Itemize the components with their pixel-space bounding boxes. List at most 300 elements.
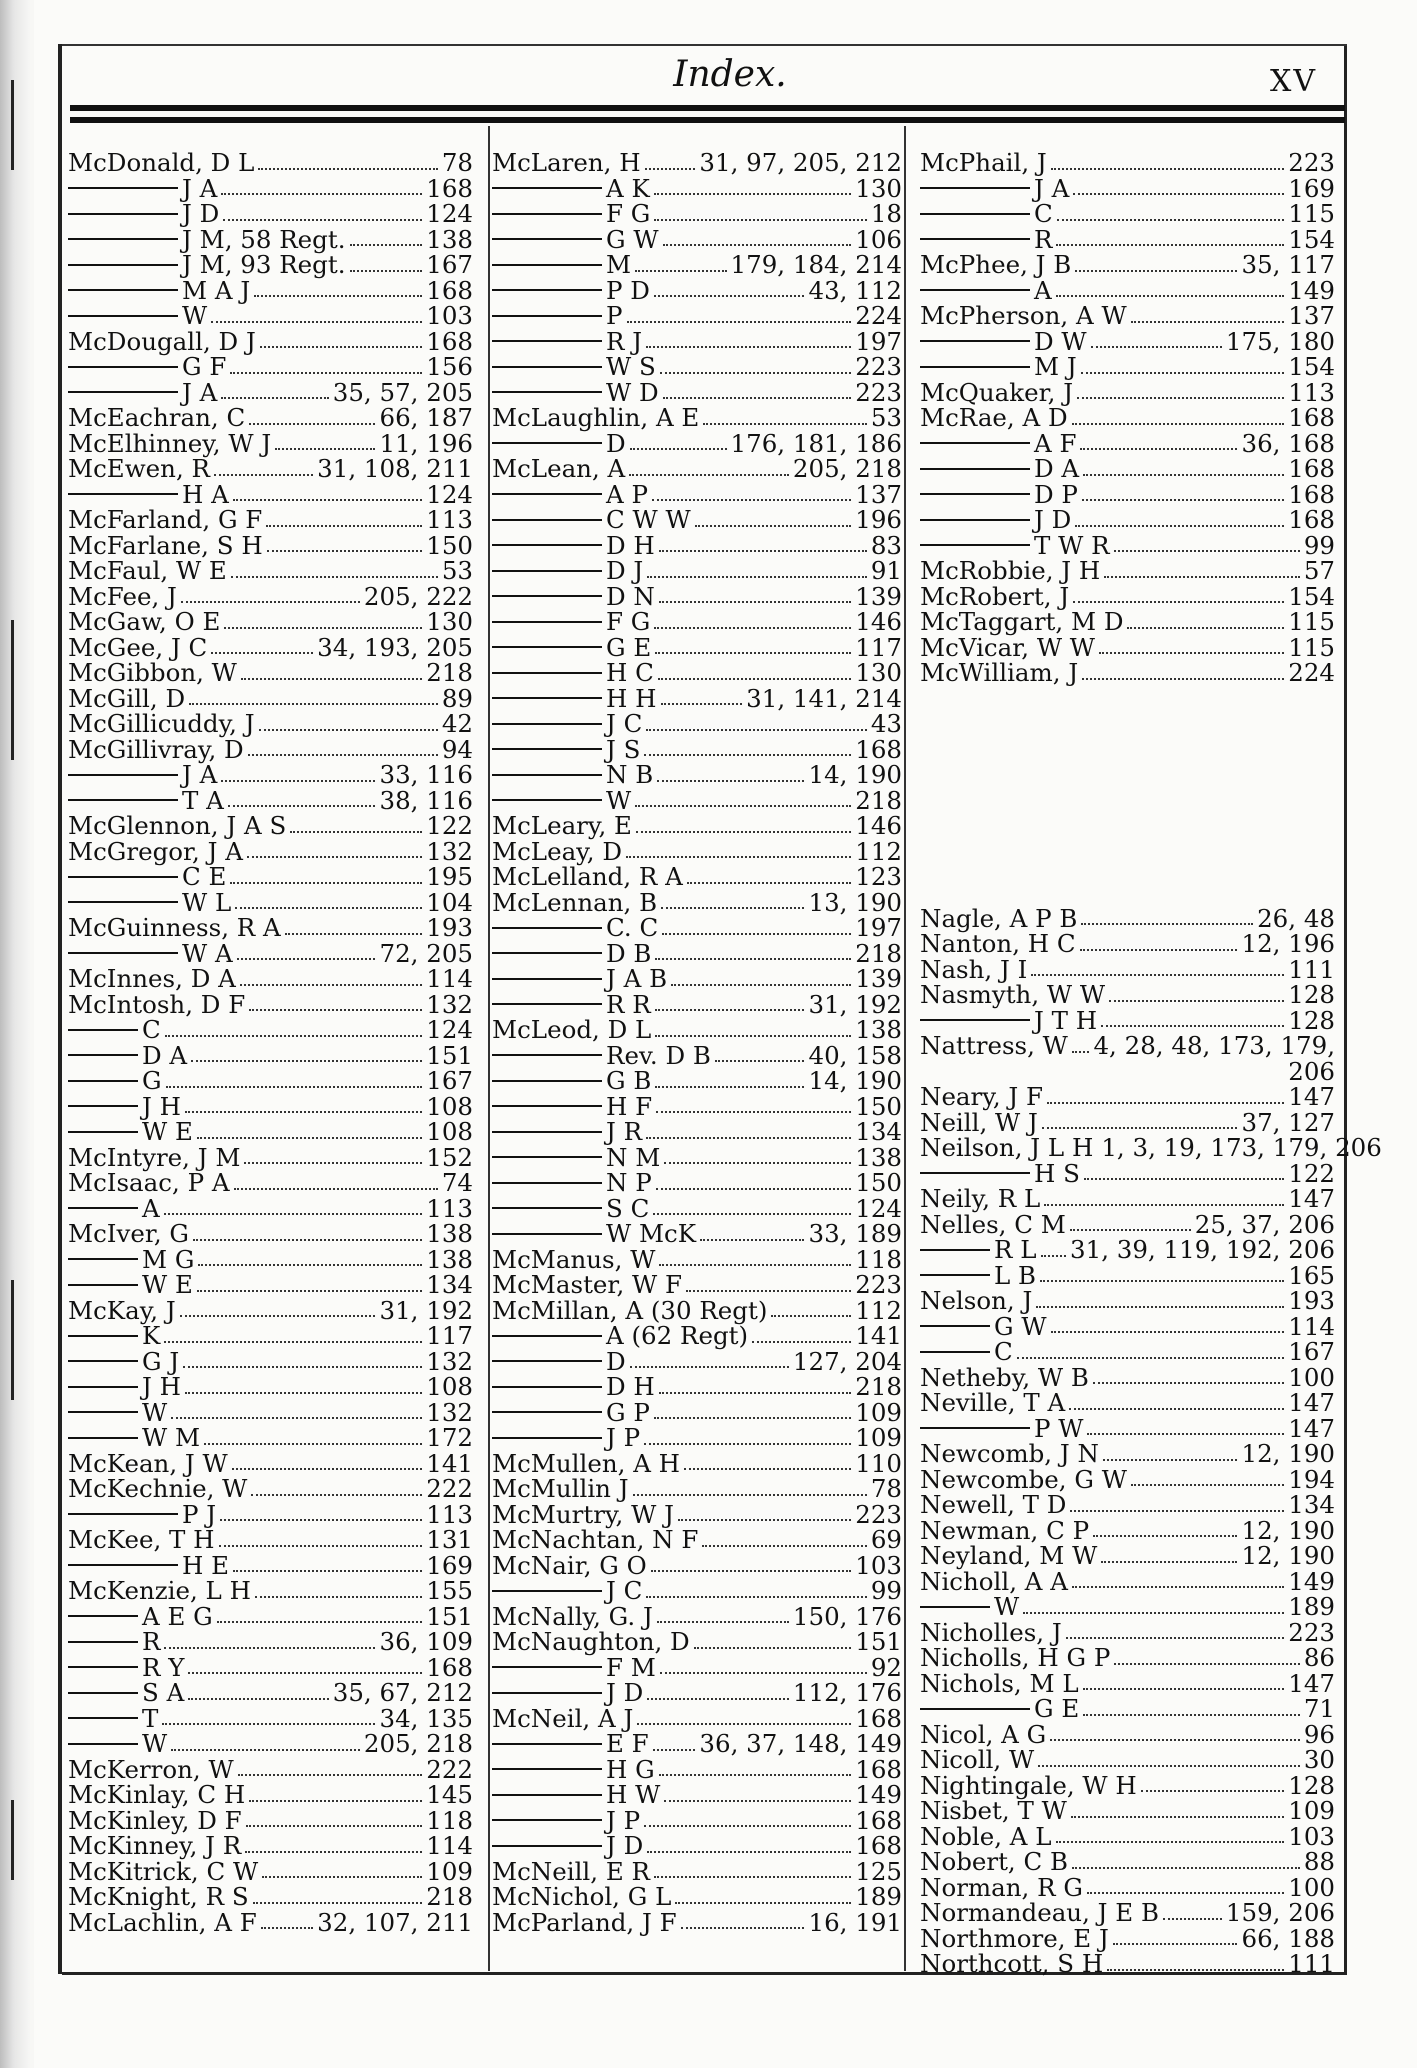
entry-name: G J [142, 1346, 180, 1376]
entry-pages: 218 [855, 1372, 902, 1401]
index-entry [920, 150, 1335, 176]
entry-pages: 108 [426, 1117, 473, 1146]
index-entry [492, 1782, 902, 1808]
leader-dots [233, 1570, 422, 1572]
leader-dots [191, 1060, 422, 1062]
page-title: Index. [673, 54, 787, 95]
entry-name: McPhail, J [920, 148, 1047, 177]
index-entry [68, 660, 473, 686]
entry-pages: 94 [441, 734, 473, 764]
leader-dots [228, 805, 376, 807]
leader-dots [662, 933, 851, 935]
index-entry [920, 303, 1335, 329]
index-entry [920, 558, 1335, 584]
index-entry [492, 1527, 902, 1553]
entry-name: Newman, C P [920, 1515, 1090, 1545]
ditto-dash [68, 774, 178, 776]
entry-pages: 141 [426, 1448, 473, 1478]
entry-pages: 147 [1288, 1413, 1335, 1443]
leader-dots [197, 1290, 422, 1292]
entry-pages: 205, 218 [792, 454, 902, 483]
index-entry [920, 1464, 1335, 1494]
entry-name: McFarlane, S H [68, 530, 263, 560]
ditto-dash [492, 1003, 602, 1005]
entry-pages: 156 [426, 352, 473, 381]
index-entry [492, 915, 902, 941]
index-entry [68, 1754, 473, 1784]
ditto-dash [68, 799, 178, 801]
ditto-dash [492, 646, 602, 648]
entry-pages: 103 [1288, 1821, 1335, 1851]
entry-pages: 130 [855, 658, 902, 687]
index-entry [68, 1017, 473, 1043]
entry-name: Northmore, E J [920, 1923, 1109, 1953]
index-entry [68, 1703, 473, 1733]
index-entry [492, 966, 902, 992]
index-entry [492, 173, 902, 203]
entry-name: H S [1034, 1158, 1080, 1188]
leader-dots [1075, 525, 1284, 527]
entry-pages: 168 [1288, 454, 1335, 483]
entry-name: D W [1034, 326, 1087, 356]
leader-dots [1082, 499, 1284, 501]
index-entry [492, 1374, 902, 1400]
entry-name: C W W [606, 505, 691, 534]
entry-pages: 168 [855, 1805, 902, 1835]
entry-pages: 189 [1288, 1592, 1335, 1621]
entry-pages: 145 [426, 1780, 473, 1809]
entry-pages: 195 [426, 862, 473, 891]
entry-name: W [994, 1592, 1020, 1621]
leader-dots [1080, 448, 1237, 450]
index-entry [492, 428, 902, 458]
ditto-dash [68, 1411, 138, 1413]
entry-pages: 106 [855, 224, 902, 254]
leader-dots [221, 397, 328, 399]
index-entry [492, 479, 902, 509]
index-entry [920, 1133, 1382, 1162]
entry-pages: 168 [855, 1831, 902, 1860]
index-entry [920, 1719, 1335, 1749]
entry-pages: 86 [1303, 1643, 1335, 1672]
index-entry [920, 581, 1335, 611]
index-entry [68, 377, 473, 407]
entry-name: H C [606, 658, 654, 687]
entry-name: Nash, J I [920, 954, 1028, 984]
entry-pages: 53 [870, 403, 902, 432]
entry-name: Neyland, M W [920, 1541, 1098, 1570]
entry-pages: 146 [855, 607, 902, 636]
leader-dots [635, 805, 851, 807]
index-entry [492, 1017, 902, 1043]
index-entry [492, 1295, 902, 1325]
entry-name: D N [606, 581, 655, 611]
index-entry [492, 377, 902, 407]
leader-dots [1084, 1178, 1284, 1180]
entry-name: J A [182, 173, 218, 203]
entry-name: J M, 58 Regt. [182, 224, 346, 254]
entry-pages: 112 [855, 1295, 902, 1325]
leader-dots [1056, 295, 1285, 297]
index-entry [492, 1170, 902, 1196]
leader-dots [1036, 1306, 1284, 1308]
entry-pages: 223 [855, 1499, 902, 1529]
entry-name: N P [606, 1168, 652, 1197]
index-entry [492, 201, 902, 227]
entry-pages: 40, 158 [808, 1040, 902, 1070]
section-gap [920, 686, 1335, 906]
entry-pages: 66, 188 [1241, 1923, 1335, 1953]
leader-dots [204, 1443, 422, 1445]
index-entry [68, 1374, 473, 1400]
leader-dots [290, 831, 422, 833]
entry-name: J P [606, 1423, 641, 1452]
entry-name: McLaughlin, A E [492, 403, 700, 432]
entry-name: W McK [606, 1219, 697, 1248]
leader-dots [211, 652, 313, 654]
entry-pages: 33, 116 [379, 760, 473, 789]
leader-dots [678, 1519, 851, 1521]
leader-dots [1050, 1739, 1300, 1741]
entry-pages: 134 [426, 1270, 473, 1299]
leader-dots [647, 1851, 851, 1853]
ditto-dash [68, 493, 178, 495]
index-entry [68, 734, 473, 764]
leader-dots [240, 984, 422, 986]
entry-pages: 150, 176 [792, 1601, 902, 1631]
entry-pages: 168 [426, 326, 473, 356]
entry-pages: 132 [426, 1346, 473, 1376]
entry-name: Nicholl, A A [920, 1566, 1068, 1596]
entry-name: McElhinney, W J [68, 428, 272, 458]
index-entry [68, 150, 473, 176]
leader-dots [1087, 1892, 1284, 1894]
entry-pages: 1, 3, 19, 173, 179, 206 [1101, 1133, 1382, 1162]
index-entry [68, 1193, 473, 1223]
entry-name: J A B [606, 964, 668, 993]
index-entry [68, 938, 473, 968]
entry-pages: 138 [855, 1142, 902, 1172]
leader-dots [193, 1239, 422, 1241]
leader-dots [771, 1315, 851, 1317]
leader-dots [630, 1366, 789, 1368]
entry-name: H E [182, 1550, 230, 1580]
leader-dots [241, 678, 422, 680]
entry-name: J C [606, 709, 643, 738]
entry-pages: 154 [1288, 352, 1335, 381]
entry-pages: 103 [855, 1550, 902, 1580]
leader-dots [656, 1111, 851, 1113]
entry-pages: 99 [1303, 530, 1335, 560]
entry-pages: 31, 192 [379, 1295, 473, 1325]
entry-name: McPherson, A W [920, 301, 1127, 330]
entry-pages: 139 [855, 964, 902, 993]
leader-dots [198, 1264, 422, 1266]
entry-pages: 108 [426, 1091, 473, 1121]
leader-dots [695, 525, 852, 527]
entry-pages: 169 [1288, 173, 1335, 203]
entry-pages: 123 [855, 862, 902, 891]
leader-dots [164, 1213, 423, 1215]
entry-name: G E [1034, 1694, 1080, 1723]
entry-name: W E [142, 1117, 193, 1146]
leader-dots [655, 1086, 804, 1088]
leader-dots [249, 1009, 422, 1011]
entry-name: J T H [1034, 1005, 1098, 1035]
ditto-dash [68, 1666, 138, 1668]
index-entry [68, 275, 473, 305]
leader-dots [1073, 193, 1284, 195]
entry-name: McGuinness, R A [68, 913, 281, 942]
index-entry [492, 1193, 902, 1223]
entry-pages: 179, 184, 214 [730, 250, 902, 279]
index-column-2 [492, 150, 902, 1935]
index-entry [492, 1448, 902, 1478]
leader-dots [224, 627, 422, 629]
leader-dots [1113, 1943, 1238, 1945]
entry-name: McGaw, O E [68, 607, 221, 636]
entry-name: McKee, T H [68, 1525, 215, 1554]
leader-dots [694, 1647, 852, 1649]
index-entry [68, 632, 473, 662]
ditto-dash [492, 1386, 602, 1388]
entry-pages: 138 [855, 1015, 902, 1044]
entry-pages: 168 [1288, 505, 1335, 534]
entry-pages: 4, 28, 48, 173, 179, [1093, 1031, 1335, 1060]
entry-name: G F [182, 352, 227, 381]
ditto-dash [492, 1692, 602, 1694]
index-entry [68, 507, 473, 533]
index-entry [492, 1731, 902, 1757]
entry-name: R R [606, 989, 651, 1019]
leader-dots [626, 856, 851, 858]
column-divider [904, 126, 906, 1971]
entry-pages: 122 [426, 811, 473, 840]
entry-name: McKinney, J R [68, 1831, 242, 1860]
ditto-dash [492, 391, 602, 393]
entry-pages: 114 [426, 964, 473, 993]
entry-pages: 34, 193, 205 [317, 632, 473, 662]
ditto-dash [68, 1717, 138, 1719]
ditto-dash [920, 213, 1030, 215]
ditto-dash [492, 1768, 602, 1770]
entry-name: Noble, A L [920, 1821, 1052, 1851]
leader-dots [644, 1825, 851, 1827]
entry-pages: 11, 196 [379, 428, 473, 458]
entry-name: McKitrick, C W [68, 1856, 259, 1886]
entry-name: W E [142, 1270, 193, 1299]
leader-dots [702, 1545, 866, 1547]
leader-dots [1104, 576, 1300, 578]
index-entry [68, 1068, 473, 1094]
index-entry [68, 915, 473, 941]
entry-pages: 35, 67, 212 [332, 1678, 473, 1707]
index-entry [68, 1476, 473, 1502]
column-divider [488, 126, 490, 1971]
entry-pages: 138 [426, 1219, 473, 1248]
entry-pages: 124 [426, 199, 473, 228]
ditto-dash [68, 1284, 138, 1286]
index-entry [920, 1668, 1335, 1698]
index-entry [492, 938, 902, 968]
entry-name: D H [606, 1372, 655, 1401]
index-entry [492, 1703, 902, 1733]
entry-name: E F [606, 1729, 649, 1758]
entry-name: McLennan, B [492, 887, 658, 917]
leader-dots [1072, 1586, 1284, 1588]
leader-dots [1093, 1535, 1237, 1537]
index-entry [920, 1849, 1335, 1875]
entry-pages: 206 [1288, 1056, 1335, 1086]
entry-name: Northcott, S H [920, 1949, 1104, 1978]
entry-pages: 31, 141, 214 [746, 683, 902, 713]
entry-name: Nobert, C B [920, 1847, 1069, 1876]
entry-name: Nattress, W [920, 1031, 1068, 1060]
leader-dots [258, 168, 437, 170]
leader-dots [221, 193, 422, 195]
leader-dots [223, 219, 422, 221]
leader-dots [166, 1086, 423, 1088]
leader-dots [1017, 1357, 1284, 1359]
index-entry [920, 609, 1335, 635]
entry-pages: 154 [1288, 581, 1335, 611]
leader-dots [715, 1060, 805, 1062]
index-entry [68, 1856, 473, 1886]
entry-name: R [1034, 224, 1053, 254]
ditto-dash [68, 952, 178, 954]
entry-name: F G [606, 607, 651, 636]
index-entry [68, 711, 473, 737]
ditto-dash [68, 1692, 138, 1694]
entry-pages: 124 [426, 479, 473, 509]
entry-pages: 223 [855, 377, 902, 407]
index-entry [68, 1680, 473, 1706]
index-entry [68, 1782, 473, 1808]
entry-pages: 38, 116 [379, 785, 473, 815]
ditto-dash [68, 1258, 138, 1260]
entry-pages: 108 [426, 1372, 473, 1401]
ditto-dash [492, 1182, 602, 1184]
entry-pages: 103 [426, 301, 473, 330]
leader-dots [1131, 1484, 1284, 1486]
entry-name: J H [142, 1372, 181, 1401]
leader-dots [253, 1902, 423, 1904]
entry-name: Normandeau, J E B [920, 1898, 1159, 1927]
index-entry [492, 1754, 902, 1784]
index-entry [492, 609, 902, 635]
leader-dots [664, 1162, 851, 1164]
entry-name: J R [606, 1117, 643, 1146]
entry-pages: 109 [855, 1423, 902, 1452]
entry-name: McPhee, J B [920, 250, 1072, 279]
entry-pages: 31, 39, 119, 192, 206 [1070, 1235, 1335, 1264]
index-entry [492, 785, 902, 815]
entry-name: W [142, 1397, 168, 1427]
entry-pages: 83 [870, 530, 902, 560]
ditto-dash [492, 289, 602, 291]
entry-name: A (62 Regt) [606, 1321, 749, 1350]
entry-pages: 69 [870, 1525, 902, 1554]
ditto-dash [492, 799, 602, 801]
leader-dots [262, 1876, 422, 1878]
index-entry [920, 456, 1335, 482]
leader-dots [1038, 1765, 1300, 1767]
index-entry [68, 456, 473, 482]
entry-pages: 132 [426, 989, 473, 1019]
entry-name: J P [606, 1805, 641, 1835]
entry-name: McLachlin, A F [68, 1907, 257, 1937]
entry-name: McMullin J [492, 1474, 629, 1503]
leader-dots [267, 550, 423, 552]
leader-dots [654, 1417, 851, 1419]
index-entry [492, 1629, 902, 1655]
leader-dots [1107, 1969, 1284, 1971]
entry-name: McGregor, J A [68, 836, 243, 866]
index-entry [920, 1566, 1335, 1596]
entry-pages: 12, 190 [1241, 1515, 1335, 1545]
ditto-dash [920, 544, 1030, 546]
ditto-dash [68, 1054, 138, 1056]
leader-dots [180, 1315, 376, 1317]
entry-name: McLean, A [492, 454, 626, 483]
index-entry [920, 428, 1335, 458]
entry-name: McQuaker, J [920, 377, 1074, 407]
leader-dots [660, 1672, 867, 1674]
entry-name: R L [994, 1235, 1037, 1264]
index-entry [492, 1499, 902, 1529]
entry-pages: 150 [426, 530, 473, 560]
entry-name: Nicholles, J [920, 1617, 1062, 1647]
entry-name: Nightingale, W H [920, 1770, 1137, 1800]
ditto-dash [492, 1411, 602, 1413]
index-entry [68, 609, 473, 635]
entry-pages: 104 [426, 887, 473, 917]
entry-pages: 72, 205 [379, 938, 473, 968]
ditto-dash [920, 366, 1030, 368]
entry-pages: 92 [870, 1652, 902, 1682]
leader-dots [675, 1902, 851, 1904]
entry-name: L B [994, 1260, 1037, 1290]
index-entry [492, 1476, 902, 1502]
entry-name: Neill, W J [920, 1107, 1038, 1137]
ditto-dash [68, 391, 178, 393]
entry-name: H H [606, 683, 657, 713]
ditto-dash [492, 927, 602, 929]
ditto-dash [68, 1437, 138, 1439]
leader-dots [655, 1009, 805, 1011]
index-entry [68, 1040, 473, 1070]
ditto-dash [920, 1325, 990, 1327]
ditto-dash [492, 442, 602, 444]
leader-dots [244, 1162, 422, 1164]
entry-name: A [142, 1193, 160, 1223]
leader-dots [189, 703, 438, 705]
index-entry [492, 275, 902, 305]
leader-dots [1081, 372, 1285, 374]
entry-pages: 127, 204 [792, 1346, 902, 1376]
leader-dots [220, 1519, 422, 1521]
entry-pages: 152 [426, 1142, 473, 1172]
entry-pages: 43, 112 [808, 275, 902, 305]
ditto-dash [492, 1335, 602, 1337]
index-entry [68, 1884, 473, 1910]
entry-name: G E [606, 632, 652, 662]
entry-name: Nanton, H C [920, 929, 1076, 958]
ditto-dash [68, 187, 178, 189]
index-entry [68, 479, 473, 509]
entry-name: McVicar, W W [920, 632, 1095, 662]
entry-name: McLaren, H [492, 148, 641, 177]
